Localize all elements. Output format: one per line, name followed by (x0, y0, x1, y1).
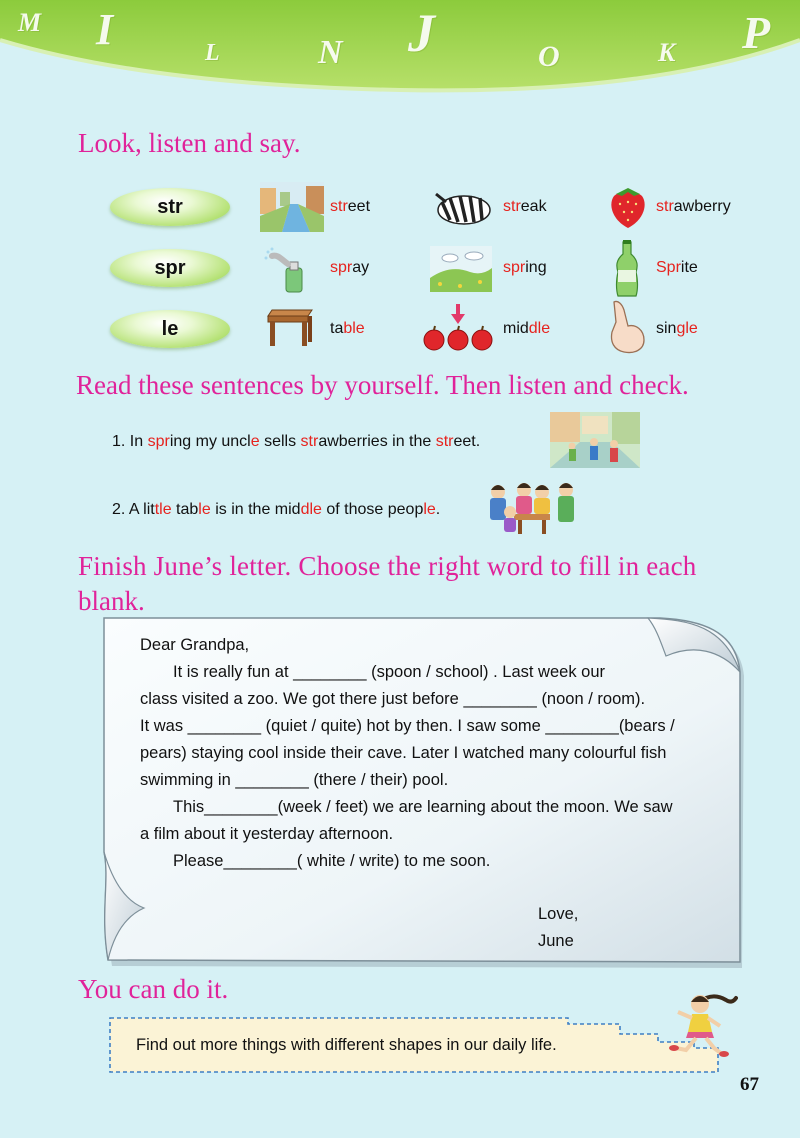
people-at-table-picture (484, 478, 580, 538)
sentence-highlight: dle (300, 501, 322, 518)
sentence-text: awberries in the (318, 433, 436, 450)
word-street (330, 198, 370, 216)
header-letter: K (658, 38, 676, 67)
sound-pill-le: le (110, 310, 230, 348)
letter-line: It was ________ (quiet / quite) hot by then. I saw some ________(bears / (140, 717, 675, 735)
word-rest: awberry (673, 198, 731, 215)
letter-closing: Love, (538, 905, 579, 923)
word-highlight: str (656, 198, 674, 215)
letter-line: Please________( white / write) to me soon. (173, 852, 491, 870)
sentence-text: eet. (453, 433, 481, 450)
sentence-text: . (435, 501, 441, 518)
word-spray (330, 259, 369, 277)
street-picture (260, 182, 324, 232)
word-rest: eak (520, 198, 547, 215)
sentence-highlight: str (300, 433, 319, 450)
word-highlight: dle (528, 320, 551, 337)
letter-line: pears) staying cool inside their cave. Later I watched many colourful fish (140, 744, 667, 762)
section-title-read-sentences: Read these sentences by yourself. Then listen and check. (76, 370, 689, 400)
letter-line: a film about it yesterday afternoon. (140, 825, 394, 843)
running-girl-picture (656, 990, 738, 1058)
sentence-highlight: e (250, 433, 260, 450)
sentence-highlight: str (435, 433, 454, 450)
page-header-band (0, 0, 800, 100)
sentence-highlight: spr (147, 433, 170, 450)
sound-pill-str: str (110, 188, 230, 226)
word-streak (503, 198, 547, 216)
header-wave-shape (0, 0, 800, 100)
sentence-text: of those peop (321, 501, 424, 518)
word-rest: ay (352, 259, 370, 276)
word-sprite (656, 259, 698, 277)
section-title-finish-letter-line2: blank. (78, 586, 145, 616)
sentence-highlight: le (198, 501, 211, 518)
word-highlight: spr (330, 259, 353, 276)
page-number: 67 (740, 1074, 759, 1095)
letter-greeting: Dear Grandpa, (140, 636, 250, 654)
letter-signature: June (538, 932, 574, 950)
table-picture (266, 308, 314, 348)
spray-bottle-picture (264, 246, 310, 294)
middle-apples-picture (422, 302, 494, 354)
single-finger-picture (608, 300, 648, 354)
word-highlight: gle (676, 320, 698, 337)
word-rest: eet (347, 198, 371, 215)
word-single (656, 320, 698, 338)
section-title-you-can-do-it: You can do it. (78, 974, 229, 1004)
sentence-text: sells (259, 433, 301, 450)
section-title-look-listen-say: Look, listen and say. (78, 128, 301, 158)
word-rest: ite (680, 259, 698, 276)
task-instruction: Find out more things with different shapes in our daily life. (136, 1036, 557, 1054)
header-letter: J (408, 3, 435, 63)
letter-line: It is really fun at ________ (spoon / school) . Last week our (173, 663, 605, 681)
street-market-picture (550, 412, 640, 468)
header-letter: M (18, 8, 42, 37)
letter-body (140, 632, 730, 875)
sentence-text: is in the mid (210, 501, 301, 518)
word-table (330, 320, 365, 338)
word-highlight: str (503, 198, 521, 215)
header-letter: N (318, 34, 343, 71)
word-rest: sin (656, 320, 677, 337)
word-highlight: str (330, 198, 348, 215)
strawberry-picture (606, 184, 650, 230)
word-rest: ta (330, 320, 344, 337)
word-spring (503, 259, 547, 277)
word-strawberry (656, 198, 731, 216)
sentence-highlight: le (423, 501, 436, 518)
sentence-highlight: tle (154, 501, 172, 518)
sentence-text: ing my uncl (169, 433, 251, 450)
sentence-1 (112, 433, 480, 451)
word-highlight: ble (343, 320, 365, 337)
sound-pill-spr: spr (110, 249, 230, 287)
word-highlight: spr (503, 259, 526, 276)
header-letter: O (538, 40, 560, 73)
letter-line: swimming in ________ (there / their) pool. (140, 771, 449, 789)
header-letter: P (742, 7, 771, 58)
sentence-2 (112, 501, 440, 519)
word-rest: mid (503, 320, 529, 337)
sentence-text: 2. A lit (112, 501, 155, 518)
spring-field-picture (430, 246, 492, 292)
zebra-streak-picture (432, 184, 494, 230)
section-title-finish-letter-line1: Finish June’s letter. Choose the right word to fill in each (78, 551, 697, 581)
word-rest: ing (525, 259, 547, 276)
sentence-text: tab (171, 501, 199, 518)
letter-line: class visited a zoo. We got there just before ________ (noon / room). (140, 690, 646, 708)
sentence-text: 1. In (112, 433, 148, 450)
word-middle (503, 320, 550, 338)
sprite-bottle-picture (614, 240, 640, 298)
header-letter: L (205, 40, 220, 66)
letter-line: This________(week / feet) we are learning about the moon. We saw (173, 798, 673, 816)
header-letter: I (96, 5, 114, 54)
word-highlight: Spr (656, 259, 681, 276)
